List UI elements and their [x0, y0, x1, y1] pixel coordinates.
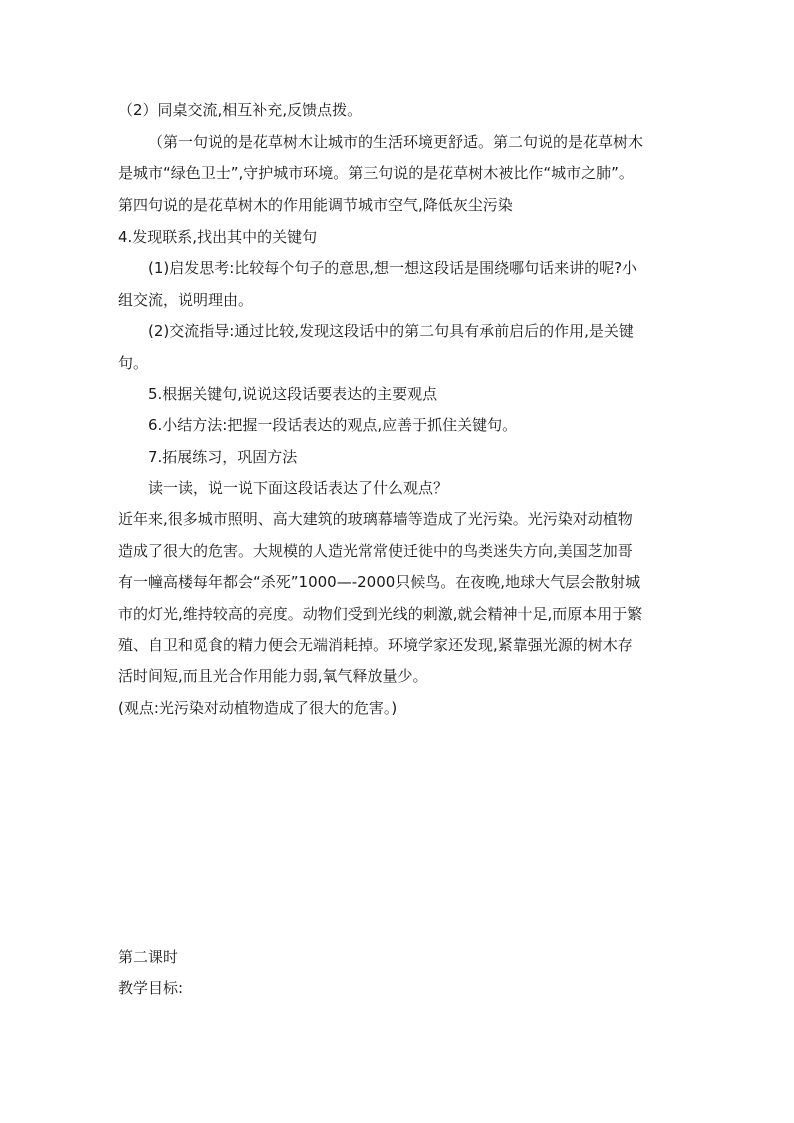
line-18: 殖、自卫和觅食的精力便会无端消耗掉。环境学家还发现,紧靠强光源的树木存	[118, 636, 633, 654]
line-3: 是城市“绿色卫士”,守护城市环境。第三句说的是花草树木被比作“城市之肺”。	[118, 164, 634, 182]
line-2: （第一句说的是花草树木让城市的生活环境更舒适。第二句说的是花草树木	[148, 133, 644, 151]
line-14: 近年来,很多城市照明、高大建筑的玻璃幕墙等造成了光污染。光污染对动植物	[118, 510, 633, 528]
line-7: 组交流，说明理由。	[118, 291, 254, 309]
line-15: 造成了很大的危害。大规模的人造光常常使迁徙中的鸟类迷失方向,美国芝加哥	[118, 542, 633, 560]
line-11: 6.小结方法:把握一段话表达的观点,应善于抓住关键句。	[148, 416, 518, 434]
line-6: (1)启发思考:比较每个句子的意思,想一想这段话是围绕哪句话来讲的呢?小	[148, 259, 638, 277]
line-10: 5.根据关键句,说说这段话要表达的主要观点	[148, 385, 438, 403]
line-17: 市的灯光,维持较高的亮度。动物们受到光线的刺激,就会精神十足,而原本用于繁	[118, 605, 643, 623]
line-19: 活时间短,而且光合作用能力弱,氧气释放量少。	[118, 667, 428, 685]
line-1: （2）同桌交流,相互补充,反馈点拨。	[118, 101, 363, 119]
line-4: 第四句说的是花草树木的作用能调节城市空气,降低灰尘污染	[118, 196, 513, 214]
line-9: 句。	[118, 354, 149, 372]
line-8: (2)交流指导:通过比较,发现这段话中的第二句具有承前启后的作用,是关键	[148, 322, 634, 340]
line-5: 4.发现联系,找出其中的关键句	[118, 228, 318, 246]
line-16: 有一幢高楼每年都会“杀死”1000—-2000只候鸟。在夜晚,地球大气层会散射城	[118, 573, 641, 591]
line-12: 7.拓展练习，巩固方法	[148, 448, 298, 466]
line-13: 读一读，说一说下面这段话表达了什么观点？	[148, 479, 449, 497]
line-21: 第二课时	[118, 948, 179, 966]
line-20: (观点:光污染对动植物造成了很大的危害。)	[118, 699, 398, 717]
line-22: 教学目标:	[118, 979, 184, 997]
